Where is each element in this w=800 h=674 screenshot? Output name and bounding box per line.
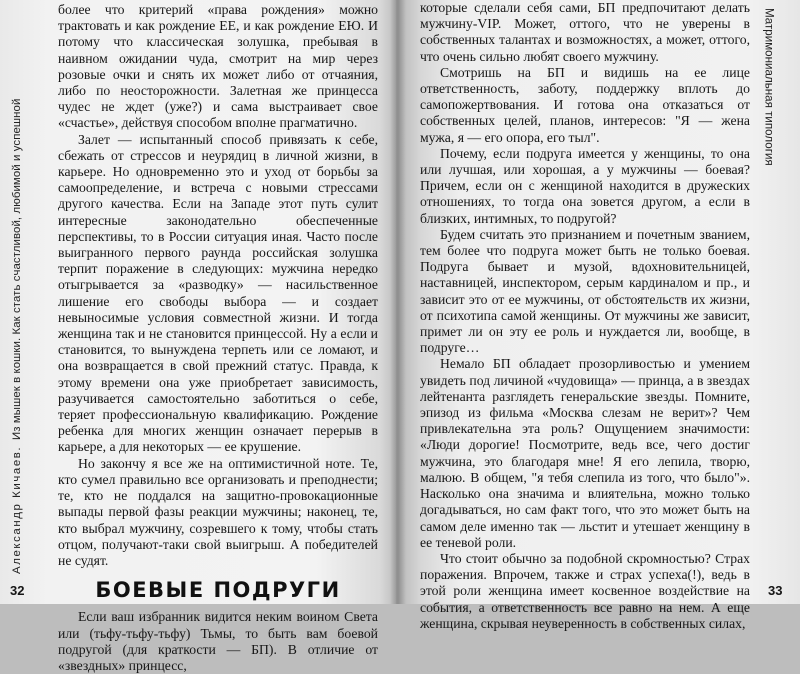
paragraph: Немало БП обладает прозорливостью и умением увидеть под личиной «чудовища» — принца, а в звездах лейтенанта разглядеть генеральские звезды. Помните, эпизод из фильма «Москва слезам не верит»? Чем привлекательна эта роль? Ощущением значимости: «Люди дорогие! Посмотрите, ведь все, чего достиг мужчина, это благодаря мне! Я его лепила, творю, малюю. В общем, "я тебя слепила из того, что было"». Насколько она значима и влиятельна, можно только догадываться, но сам факт того, что это может быть на самом деле именно так — льстит и утешает женщину в ее теневой роли. <box>420 356 750 550</box>
running-head-chapter: Матримониальная типология <box>762 8 776 166</box>
paragraph: Если ваш избранник видится неким воином Света или (тьфу-тьфу-тьфу) Тьмы, то быть вам боевой подругой (для краткости — БП). В отличие от «звездных» принцесс, <box>58 609 378 673</box>
left-page-text <box>58 2 378 674</box>
section-heading: БОЕВЫЕ ПОДРУГИ <box>95 578 341 603</box>
paragraph: Смотришь на БП и видишь на ее лице ответственность, заботу, поддержку вплоть до самопожертвования. И готова она отказаться от собственных целей, планов, интересов: "Я — жена мужа, я — его опора, его тыл". <box>420 64 750 145</box>
running-head-author: Александр Кичаев. <box>11 445 23 574</box>
paragraph: Почему, если подруга имеется у женщины, то она или лучшая, или хорошая, а у мужчины — боевая? Причем, если он с женщиной находится в дружеских отношениях, то тогда она зовется другом, а если в близких, интимных, то подругой? <box>420 145 750 226</box>
right-running-head <box>754 8 784 568</box>
paragraph: Залет — испытанный способ привязать к себе, сбежать от стрессов и неурядиц в личной жизни, в карьере. Но одновременно это и уход от борьбы за самоопределение, и встреча с новыми стрессами другого качества. Если на Западе этот путь сулит интересные законодательно обеспеченные перспективы, то в России ситуация иная. Часто после выигранного первого раунда российская золушка терпит поражение в следующих: мужчина нередко отыгрывается за «разводку» — насильственное лишение его свободы выбора — и создает невыносимые условия совместной жизни. И тогда женщина так и не становится принцессой. Ну а если и становится, то вынуждена терпеть или се ломают, и она возвращается в свой прежний статус. Правда, к этому времени она уже приобретает зависимость, разучивается самостоятельно заботиться о себе, теряет профессиональную квалификацию. Рождение ребенка для многих женщин означает перерыв в карьере, а для некоторых — ее крушение. <box>58 131 378 455</box>
paragraph: Будем считать это признанием и почетным званием, тем более что подруга может быть не только боевая. Подруга бывает и музой, вдохновительницей, наставницей, инспектором, серым кардиналом и пр., и зависит это от ее мужчины, от обстоятельств их жизни, от психотипа самой женщины. От мужчины же зависит, примет ли он эту ее роль и нуждается ли, вообще, в подруге… <box>420 226 750 356</box>
running-head-book-title: Из мышек в кошки. Как стать счастливой, любимой и успешной <box>11 98 23 440</box>
paragraph: которые сделали себя сами, БП предпочитают делать мужчину-VIP. Может, оттого, что не уверены в собственных талантах и возможностях, а может, оттого, что очень сильно любят своего мужчину. <box>420 0 750 64</box>
book-spine-fold <box>390 0 406 604</box>
page-number-left: 32 <box>10 583 25 598</box>
paragraph: Но закончу я все же на оптимистичной ноте. Те, кто сумел правильно все организовать и преподнести; те, кто не поддался на защитно-провокационные выпады первой фазы реакции мужчины; наконец, те, кто выбрал мужчину, созревшего к тому, чтобы стать отцом, получают-таки свой выигрыш. А победителей не судят. <box>58 455 378 568</box>
page-number-right: 33 <box>768 583 783 598</box>
paragraph: более что критерий «права рождения» можно трактовать и как рождение ЕЕ, и как рождение ЕЮ. И потому что классическая золушка, пребывая в наивном ожидании чуда, смотрит на мир через розовые очки и снять их может либо от отчаяния, либо по неосторожности. Залетная же принцесса чудес не ждет (уже?) и сама выстраивает свое «счастье», действуя способом вполне прагматично. <box>58 2 378 131</box>
paragraph: Что стоит обычно за подобной скромностью? Страх поражения. Впрочем, также и страх успеха(!), ведь в этой роли женщина имеет косвенное воздействие на события, а ответственность все равно на нем. А еще женщина, скрывая неуверенность в собственных силах, <box>420 550 750 631</box>
right-page-text <box>420 0 750 632</box>
left-running-head <box>2 8 32 574</box>
